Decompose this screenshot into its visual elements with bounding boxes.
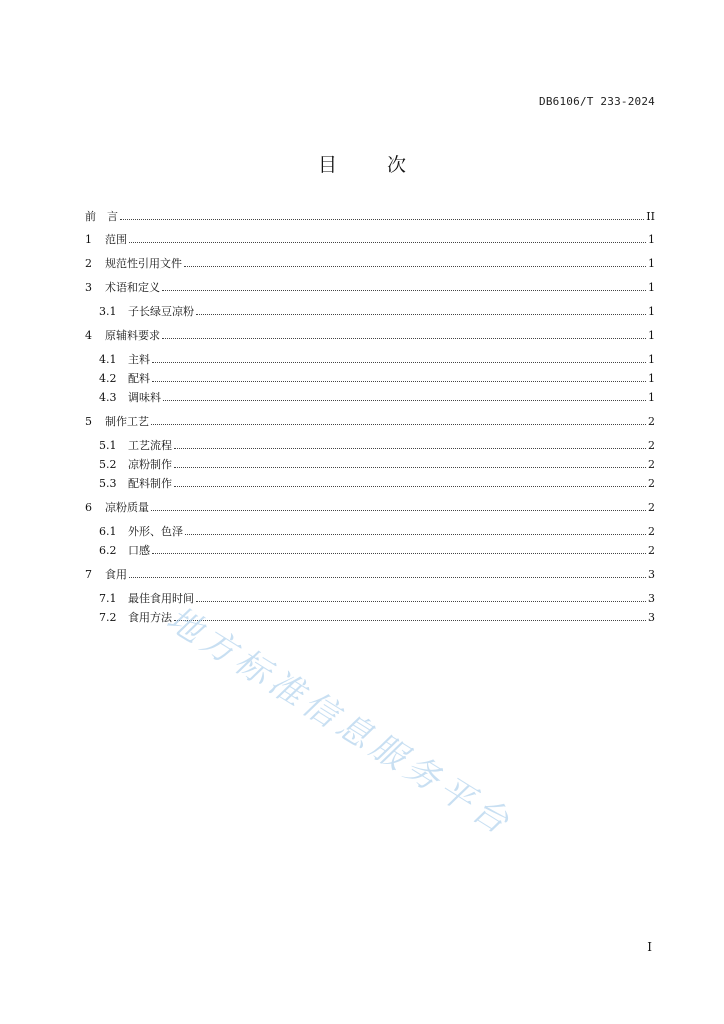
toc-entry-page: 3: [648, 592, 655, 605]
toc-entry-number: 1: [85, 233, 92, 246]
dot-leader: [162, 337, 646, 339]
toc-entry-label: 术语和定义: [105, 281, 160, 294]
toc-entry-page: 1: [648, 305, 655, 318]
dot-leader: [152, 552, 646, 554]
toc-entry-page: 1: [648, 257, 655, 270]
toc-entry-page: 3: [648, 611, 655, 624]
dot-leader: [152, 361, 646, 363]
toc-entry-number: 4.2: [99, 372, 117, 385]
toc-entry-page: 1: [648, 353, 655, 366]
dot-leader: [174, 619, 646, 621]
toc-entry-page: 2: [648, 501, 655, 514]
toc-entry[interactable]: [85, 592, 655, 605]
toc-entry[interactable]: [85, 353, 655, 366]
toc-entry[interactable]: [85, 257, 655, 270]
dot-leader: [174, 447, 646, 449]
toc-entry-label: 凉粉制作: [128, 458, 172, 471]
toc-entry-number: 6: [85, 501, 92, 514]
dot-leader: [120, 218, 644, 220]
dot-leader: [185, 533, 646, 535]
toc-entry-page: 1: [648, 391, 655, 404]
toc-entry-label: 制作工艺: [105, 415, 149, 428]
dot-leader: [129, 576, 646, 578]
toc-entry-label: 调味料: [128, 391, 161, 404]
toc-entry-number: 5.3: [99, 477, 117, 490]
toc-entry-number: 7: [85, 568, 92, 581]
toc-entry-page: 2: [648, 477, 655, 490]
dot-leader: [184, 265, 646, 267]
dot-leader: [196, 600, 646, 602]
toc-entry-page: 3: [648, 568, 655, 581]
toc-entry-number: 2: [85, 257, 92, 270]
watermark: 地方标准信息服务平台: [159, 598, 520, 845]
toc-entry-number: 6.1: [99, 525, 117, 538]
toc-entry-label: 规范性引用文件: [105, 257, 182, 270]
toc-title: 目 次: [317, 154, 429, 176]
page-number: I: [647, 940, 652, 954]
dot-leader: [162, 289, 646, 291]
toc-entry-label: 范围: [105, 233, 127, 246]
toc-entry-label: 配料制作: [128, 477, 172, 490]
dot-leader: [151, 509, 646, 511]
dot-leader: [163, 399, 646, 401]
toc-entry-page: 2: [648, 439, 655, 452]
toc-entry-number: 4.3: [99, 391, 117, 404]
toc-entry[interactable]: [85, 329, 655, 342]
toc-entry-page: 2: [648, 525, 655, 538]
toc-entry[interactable]: [85, 544, 655, 557]
toc-entry[interactable]: [85, 501, 655, 514]
toc-entry[interactable]: [85, 458, 655, 471]
toc-entry-page: II: [646, 210, 655, 223]
toc-entry[interactable]: [85, 439, 655, 452]
toc-entry-page: 1: [648, 281, 655, 294]
toc-entry-label: 外形、色泽: [128, 525, 183, 538]
toc-entry-label: 最佳食用时间: [128, 592, 194, 605]
toc-entry[interactable]: [85, 305, 655, 318]
toc-entry-number: 5.2: [99, 458, 117, 471]
toc-entry[interactable]: [85, 477, 655, 490]
toc-entry-label: 工艺流程: [128, 439, 172, 452]
toc-entry-number: 6.2: [99, 544, 117, 557]
toc-entry-page: 1: [648, 329, 655, 342]
toc-entry-label: 食用方法: [128, 611, 172, 624]
toc-entry-number: 7.2: [99, 611, 117, 624]
toc-entry-number: 4: [85, 329, 92, 342]
toc-entry[interactable]: [85, 525, 655, 538]
toc-entry-label: 原辅料要求: [105, 329, 160, 342]
dot-leader: [196, 313, 646, 315]
toc-entry[interactable]: [85, 372, 655, 385]
toc-entry-page: 1: [648, 372, 655, 385]
toc-entry-page: 2: [648, 415, 655, 428]
toc-entry-label: 主料: [128, 353, 150, 366]
toc-entry[interactable]: [85, 415, 655, 428]
toc-entry[interactable]: [85, 391, 655, 404]
dot-leader: [174, 466, 646, 468]
dot-leader: [151, 423, 646, 425]
toc-entry[interactable]: [85, 233, 655, 246]
toc-entry-number: 3.1: [99, 305, 117, 318]
dot-leader: [152, 380, 646, 382]
toc-entry-number: 4.1: [99, 353, 117, 366]
toc-entry-page: 2: [648, 544, 655, 557]
toc-entry[interactable]: [85, 281, 655, 294]
toc-entry-label: 子长绿豆凉粉: [128, 305, 194, 318]
toc-entry-label: 凉粉质量: [105, 501, 149, 514]
toc-entry-number: 3: [85, 281, 92, 294]
toc-entry-page: 1: [648, 233, 655, 246]
toc-entry-number: 前 言: [85, 210, 118, 223]
toc-entry-number: 5.1: [99, 439, 117, 452]
toc-entry-page: 2: [648, 458, 655, 471]
document-code: DB6106/T 233-2024: [539, 95, 655, 108]
toc-entry[interactable]: [85, 210, 655, 223]
toc-entry[interactable]: [85, 568, 655, 581]
dot-leader: [174, 485, 646, 487]
toc-entry-label: 口感: [128, 544, 150, 557]
toc-entry-number: 7.1: [99, 592, 117, 605]
toc-entry-number: 5: [85, 415, 92, 428]
dot-leader: [129, 241, 646, 243]
toc-entry-label: 食用: [105, 568, 127, 581]
toc-entry-label: 配料: [128, 372, 150, 385]
